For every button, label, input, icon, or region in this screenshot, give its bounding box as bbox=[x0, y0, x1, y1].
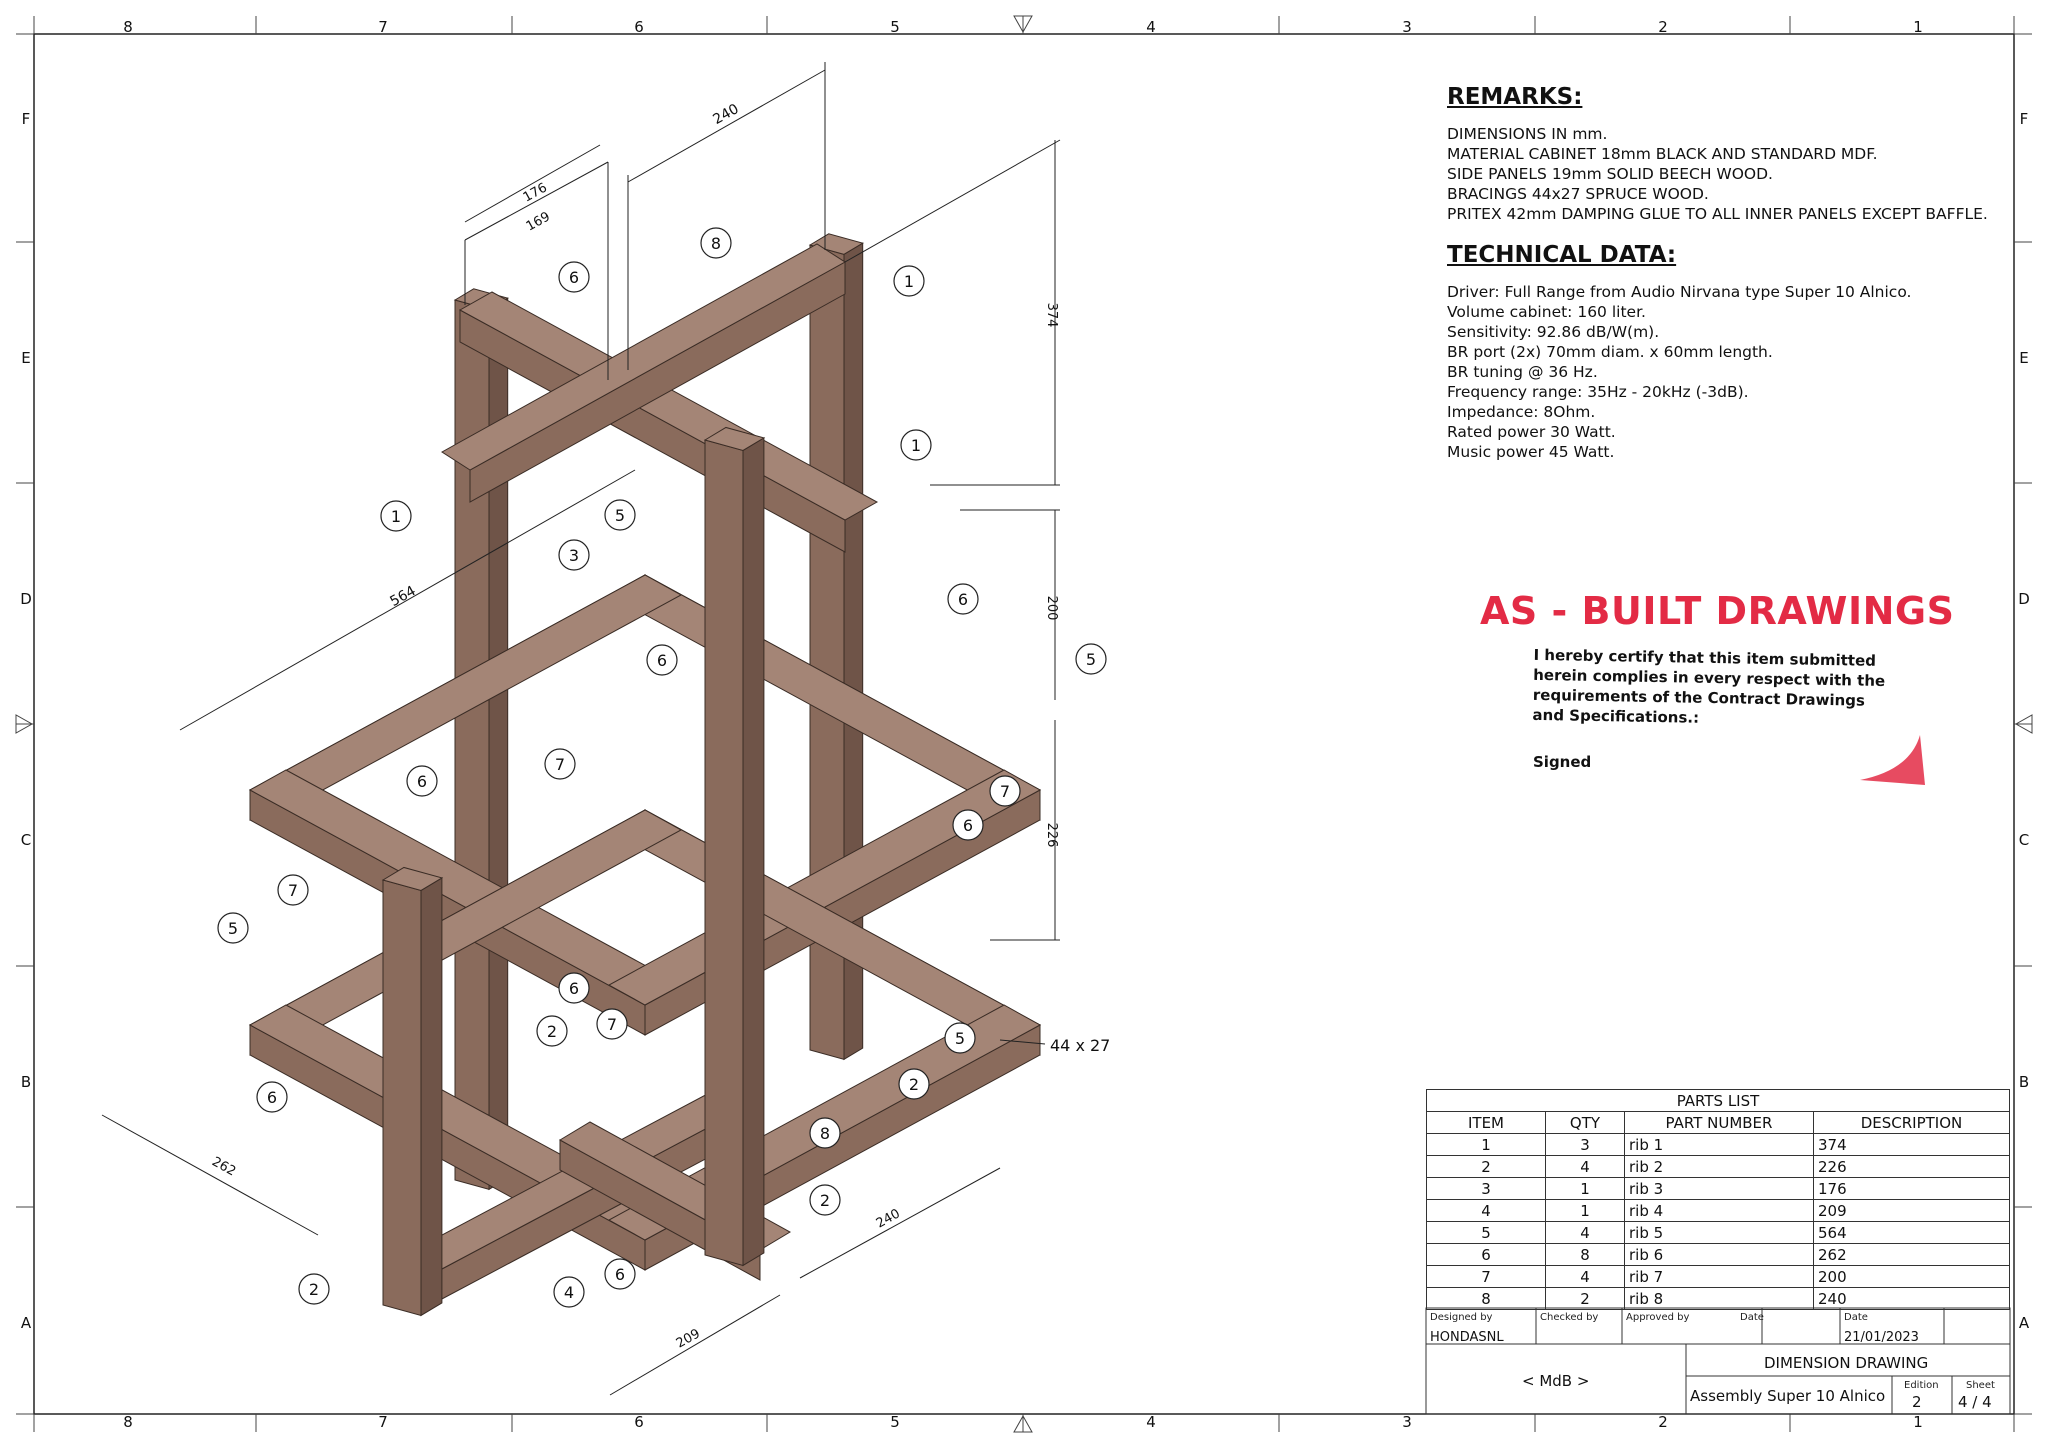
dim-label-374: 374 bbox=[1044, 302, 1059, 328]
dim-line bbox=[628, 70, 825, 182]
dim-label-226: 226 bbox=[1044, 822, 1059, 848]
table-row bbox=[1427, 1288, 2010, 1310]
balloon-label: 5 bbox=[227, 919, 239, 938]
parts-header-item: ITEM bbox=[1427, 1112, 1546, 1134]
balloon-label: 2 bbox=[546, 1022, 558, 1041]
assembly-name: Assembly Super 10 Alnico bbox=[1690, 1387, 1886, 1405]
frame-column-label: 1 bbox=[1913, 18, 1923, 36]
date-value: 21/01/2023 bbox=[1844, 1330, 1919, 1345]
frame-column-label: 5 bbox=[890, 1413, 900, 1431]
part-qty: 3 bbox=[1546, 1134, 1625, 1156]
remarks-heading: REMARKS: bbox=[1447, 84, 1583, 110]
part-description: 209 bbox=[1814, 1200, 2010, 1222]
part-qty: 4 bbox=[1546, 1222, 1625, 1244]
rib-post bbox=[421, 878, 442, 1316]
dim-label-564: 564 bbox=[387, 583, 419, 610]
parts-header-qty: QTY bbox=[1546, 1112, 1625, 1134]
part-number: rib 7 bbox=[1625, 1266, 1814, 1288]
dim-line bbox=[465, 145, 600, 222]
part-description: 240 bbox=[1814, 1288, 2010, 1310]
technical-line: Volume cabinet: 160 liter. bbox=[1447, 303, 1646, 321]
ext-line bbox=[845, 140, 1060, 262]
technical-line: Music power 45 Watt. bbox=[1447, 443, 1615, 461]
balloon-label: 5 bbox=[954, 1029, 966, 1048]
dim-label-profile: 44 x 27 bbox=[1050, 1036, 1111, 1055]
balloon-label: 7 bbox=[554, 755, 566, 774]
balloon-label: 3 bbox=[568, 546, 580, 565]
table-row bbox=[1427, 1222, 2010, 1244]
frame-column-label: 4 bbox=[1146, 18, 1156, 36]
balloon-label: 2 bbox=[908, 1075, 920, 1094]
balloon-label: 1 bbox=[390, 507, 402, 526]
remarks-line: BRACINGS 44x27 SPRUCE WOOD. bbox=[1447, 185, 1709, 203]
part-qty: 1 bbox=[1546, 1178, 1625, 1200]
frame-row-label: B bbox=[2018, 1073, 2030, 1091]
part-description: 374 bbox=[1814, 1134, 2010, 1156]
part-number: rib 6 bbox=[1625, 1244, 1814, 1266]
remarks-line: SIDE PANELS 19mm SOLID BEECH WOOD. bbox=[1447, 165, 1773, 183]
part-description: 226 bbox=[1814, 1156, 2010, 1178]
balloon-label: 5 bbox=[1085, 650, 1097, 669]
part-qty: 8 bbox=[1546, 1244, 1625, 1266]
table-row bbox=[1427, 1244, 2010, 1266]
dim-label-262: 262 bbox=[209, 1154, 239, 1180]
balloon-label: 8 bbox=[819, 1124, 831, 1143]
edition-label: Edition bbox=[1904, 1380, 1939, 1391]
designed-by-value: HONDASNL bbox=[1430, 1330, 1504, 1345]
date-label: Date bbox=[1740, 1312, 1764, 1323]
balloon-label: 6 bbox=[568, 979, 580, 998]
balloon-label: 4 bbox=[563, 1283, 575, 1302]
frame-column-label: 1 bbox=[1913, 1413, 1923, 1431]
balloon-label: 6 bbox=[614, 1265, 626, 1284]
part-item: 6 bbox=[1427, 1244, 1546, 1266]
frame-column-label: 2 bbox=[1658, 18, 1668, 36]
dim-line bbox=[800, 1168, 1000, 1278]
part-number: rib 2 bbox=[1625, 1156, 1814, 1178]
drawing-title: DIMENSION DRAWING bbox=[1764, 1354, 1929, 1372]
parts-list-table bbox=[1426, 1089, 2010, 1310]
remarks-line: DIMENSIONS IN mm. bbox=[1447, 125, 1608, 143]
part-number: rib 5 bbox=[1625, 1222, 1814, 1244]
dim-label-176: 176 bbox=[520, 180, 550, 206]
frame-column-label: 3 bbox=[1402, 1413, 1412, 1431]
rib-post bbox=[705, 440, 743, 1265]
balloon-label: 1 bbox=[903, 272, 915, 291]
part-item: 2 bbox=[1427, 1156, 1546, 1178]
rib-post bbox=[383, 880, 421, 1315]
frame-row-label: D bbox=[2018, 590, 2030, 608]
balloon-label: 1 bbox=[910, 436, 922, 455]
rib-post bbox=[743, 438, 764, 1266]
frame-row-label: A bbox=[20, 1314, 32, 1332]
balloon-label: 7 bbox=[287, 881, 299, 900]
stamp-signature-mark bbox=[1860, 735, 1925, 785]
frame-column-label: 8 bbox=[123, 1413, 133, 1431]
parts-list-body bbox=[1427, 1134, 2010, 1310]
part-item: 1 bbox=[1427, 1134, 1546, 1156]
part-number: rib 3 bbox=[1625, 1178, 1814, 1200]
frame-column-label: 7 bbox=[378, 18, 388, 36]
sheet-label: Sheet bbox=[1966, 1380, 1995, 1391]
part-number: rib 1 bbox=[1625, 1134, 1814, 1156]
frame-row-label: C bbox=[20, 831, 32, 849]
stamp-signed-label: Signed bbox=[1533, 753, 1592, 771]
frame-column-label: 6 bbox=[634, 18, 644, 36]
remarks-line: MATERIAL CABINET 18mm BLACK AND STANDARD MDF. bbox=[1447, 145, 1878, 163]
frame-column-label: 8 bbox=[123, 18, 133, 36]
table-row bbox=[1427, 1134, 2010, 1156]
stamp-title: AS - BUILT DRAWINGS bbox=[1480, 589, 1955, 633]
designed-by-label: Designed by bbox=[1430, 1312, 1493, 1323]
parts-header-description: DESCRIPTION bbox=[1814, 1112, 2010, 1134]
frame-column-label: 6 bbox=[634, 1413, 644, 1431]
frame-row-label: F bbox=[21, 110, 31, 128]
part-qty: 4 bbox=[1546, 1266, 1625, 1288]
checked-by-label: Checked by bbox=[1540, 1312, 1599, 1323]
frame-row-label: E bbox=[2019, 349, 2029, 367]
part-description: 176 bbox=[1814, 1178, 2010, 1200]
frame-row-label: A bbox=[2018, 1314, 2030, 1332]
balloon-label: 2 bbox=[308, 1280, 320, 1299]
balloon-label: 6 bbox=[656, 651, 668, 670]
balloon-label: 8 bbox=[710, 234, 722, 253]
part-number: rib 4 bbox=[1625, 1200, 1814, 1222]
edition-value: 2 bbox=[1912, 1393, 1922, 1411]
technical-line: Sensitivity: 92.86 dB/W(m). bbox=[1447, 323, 1660, 341]
technical-line: Impedance: 8Ohm. bbox=[1447, 403, 1596, 421]
part-description: 564 bbox=[1814, 1222, 2010, 1244]
parts-header-part-number: PART NUMBER bbox=[1625, 1112, 1814, 1134]
dim-label-240: 240 bbox=[710, 101, 742, 128]
balloon-label: 6 bbox=[266, 1088, 278, 1107]
frame-column-label: 4 bbox=[1146, 1413, 1156, 1431]
part-item: 4 bbox=[1427, 1200, 1546, 1222]
frame-column-label: 3 bbox=[1402, 18, 1412, 36]
part-item: 5 bbox=[1427, 1222, 1546, 1244]
remarks-panel bbox=[1447, 84, 2007, 462]
parts-list-caption: PARTS LIST bbox=[1427, 1090, 2010, 1112]
technical-line: BR tuning @ 36 Hz. bbox=[1447, 363, 1598, 381]
balloon-label: 6 bbox=[568, 268, 580, 287]
dim-label-209: 209 bbox=[673, 1326, 703, 1352]
part-item: 3 bbox=[1427, 1178, 1546, 1200]
part-qty: 4 bbox=[1546, 1156, 1625, 1178]
technical-heading: TECHNICAL DATA: bbox=[1447, 242, 1677, 268]
table-row bbox=[1427, 1200, 2010, 1222]
frame-row-label: E bbox=[21, 349, 31, 367]
remarks-line: PRITEX 42mm DAMPING GLUE TO ALL INNER PANELS EXCEPT BAFFLE. bbox=[1447, 205, 1988, 223]
dim-label-169: 169 bbox=[523, 209, 553, 235]
frame-row-label: F bbox=[2019, 110, 2029, 128]
frame-row-label: C bbox=[2018, 831, 2030, 849]
frame-row-label: D bbox=[20, 590, 32, 608]
technical-line: Driver: Full Range from Audio Nirvana type Super 10 Alnico. bbox=[1447, 283, 1912, 301]
balloon-label: 7 bbox=[999, 782, 1011, 801]
technical-line: BR port (2x) 70mm diam. x 60mm length. bbox=[1447, 343, 1773, 361]
dim-label-200: 200 bbox=[1044, 595, 1059, 621]
balloon-label: 6 bbox=[416, 772, 428, 791]
frame-row-label: B bbox=[20, 1073, 32, 1091]
date-label: Date bbox=[1844, 1312, 1868, 1323]
part-item: 8 bbox=[1427, 1288, 1546, 1310]
table-row bbox=[1427, 1156, 2010, 1178]
frame-column-label: 5 bbox=[890, 18, 900, 36]
balloon-label: 6 bbox=[957, 590, 969, 609]
wood-frame-assembly bbox=[250, 234, 1040, 1316]
part-item: 7 bbox=[1427, 1266, 1546, 1288]
dim-label-240-bottom: 240 bbox=[873, 1206, 903, 1232]
balloon-label: 2 bbox=[819, 1191, 831, 1210]
technical-line: Frequency range: 35Hz - 20kHz (-3dB). bbox=[1447, 383, 1749, 401]
part-description: 200 bbox=[1814, 1266, 2010, 1288]
table-row bbox=[1427, 1266, 2010, 1288]
company-name: < MdB > bbox=[1522, 1372, 1590, 1390]
frame-column-label: 2 bbox=[1658, 1413, 1668, 1431]
part-number: rib 8 bbox=[1625, 1288, 1814, 1310]
sheet-value: 4 / 4 bbox=[1958, 1393, 1992, 1411]
frame-column-label: 7 bbox=[378, 1413, 388, 1431]
balloon-label: 7 bbox=[606, 1015, 618, 1034]
part-description: 262 bbox=[1814, 1244, 2010, 1266]
part-qty: 2 bbox=[1546, 1288, 1625, 1310]
balloon-label: 5 bbox=[614, 506, 626, 525]
balloon-label: 6 bbox=[962, 816, 974, 835]
part-qty: 1 bbox=[1546, 1200, 1625, 1222]
technical-line: Rated power 30 Watt. bbox=[1447, 423, 1616, 441]
dim-line bbox=[102, 1115, 318, 1235]
dim-line bbox=[610, 1295, 780, 1395]
approved-by-label: Approved by bbox=[1626, 1312, 1690, 1323]
stamp-certification-text: I hereby certify that this item submitted herein complies in every respect with the requirements of the Contract Drawings and Specifications.: bbox=[1532, 645, 1886, 727]
table-row bbox=[1427, 1178, 2010, 1200]
